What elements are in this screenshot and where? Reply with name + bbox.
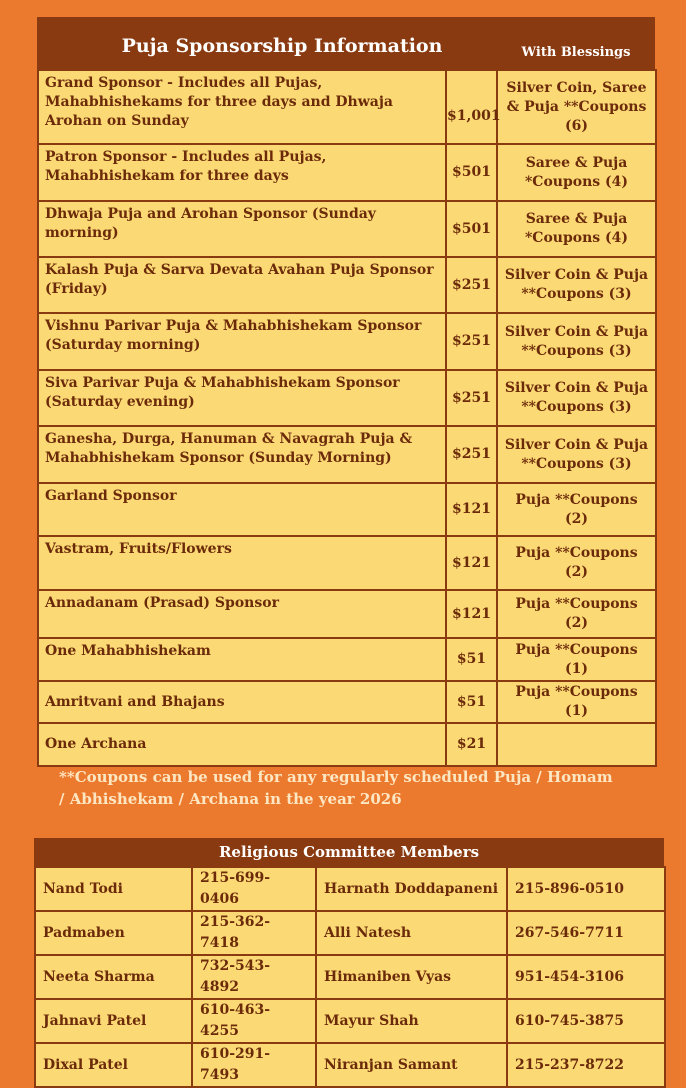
sponsor-price: $251: [446, 426, 497, 483]
sponsor-blessings: Puja **Coupons (1): [497, 681, 656, 723]
table-row: [38, 483, 656, 536]
sponsor-price: $251: [446, 370, 497, 426]
member-name: Neeta Sharma: [35, 955, 192, 999]
table-row: [35, 1043, 665, 1087]
member-phone: 267-546-7711: [507, 911, 665, 955]
member-name: Nand Todi: [35, 867, 192, 911]
member-phone: 215-362-7418: [192, 911, 316, 955]
table-row: [38, 144, 656, 201]
table-row: [38, 536, 656, 590]
sponsor-description: Kalash Puja & Sarva Devata Avahan Puja Sponsor (Friday): [38, 257, 446, 313]
sponsor-price: $51: [446, 681, 497, 723]
sponsor-description: Amritvani and Bhajans: [38, 681, 446, 723]
sponsor-description: One Archana: [38, 723, 446, 766]
member-phone: 951-454-3106: [507, 955, 665, 999]
table-row: [35, 999, 665, 1043]
committee-section: [34, 838, 664, 1088]
page-title: Puja Sponsorship Information: [121, 35, 443, 57]
member-name: Padmaben: [35, 911, 192, 955]
sponsor-description: One Mahabhishekam: [38, 638, 446, 681]
coupon-note: **Coupons can be used for any regularly scheduled Puja / Homam / Abhishekam / Archana in the year 2026: [59, 768, 613, 808]
sponsor-price: $251: [446, 313, 497, 370]
sponsorship-table: [37, 69, 657, 767]
member-phone: 610-291-7493: [192, 1043, 316, 1087]
member-phone: 610-463-4255: [192, 999, 316, 1043]
table-row: [38, 681, 656, 723]
sponsor-price: $121: [446, 483, 497, 536]
table-row: [38, 70, 656, 144]
committee-title: Religious Committee Members: [34, 838, 664, 866]
sponsor-blessings: Puja **Coupons (2): [497, 536, 656, 590]
table-row: [38, 590, 656, 638]
sponsor-blessings: [497, 723, 656, 766]
table-row: [35, 955, 665, 999]
sponsor-blessings: Silver Coin & Puja **Coupons (3): [497, 426, 656, 483]
sponsor-blessings: Saree & Puja *Coupons (4): [497, 144, 656, 201]
table-row: [38, 723, 656, 766]
blessings-heading: With Blessings: [521, 45, 631, 60]
sponsor-blessings: Puja **Coupons (1): [497, 638, 656, 681]
sponsor-description: Siva Parivar Puja & Mahabhishekam Sponsor (Saturday evening): [38, 370, 446, 426]
member-phone: 215-699-0406: [192, 867, 316, 911]
sponsor-price: $121: [446, 590, 497, 638]
sponsor-price: $1,001: [446, 70, 497, 144]
sponsor-description: Vishnu Parivar Puja & Mahabhishekam Sponsor (Saturday morning): [38, 313, 446, 370]
member-name: Niranjan Samant: [316, 1043, 507, 1087]
table-row: [35, 867, 665, 911]
sponsor-description: Dhwaja Puja and Arohan Sponsor (Sunday morning): [38, 201, 446, 257]
table-row: [38, 370, 656, 426]
sponsor-blessings: Puja **Coupons (2): [497, 483, 656, 536]
sponsor-description: Ganesha, Durga, Hanuman & Navagrah Puja & Mahabhishekam Sponsor (Sunday Morning): [38, 426, 446, 483]
sponsor-price: $121: [446, 536, 497, 590]
sponsor-blessings: Saree & Puja *Coupons (4): [497, 201, 656, 257]
table-row: [38, 426, 656, 483]
member-name: Jahnavi Patel: [35, 999, 192, 1043]
sponsor-description: Grand Sponsor - Includes all Pujas, Mahabhishekams for three days and Dhwaja Arohan on Sunday: [38, 70, 446, 144]
sponsor-price: $21: [446, 723, 497, 766]
sponsor-blessings: Silver Coin & Puja **Coupons (3): [497, 313, 656, 370]
sponsor-blessings: Silver Coin & Puja **Coupons (3): [497, 370, 656, 426]
member-phone: 215-896-0510: [507, 867, 665, 911]
sponsor-description: Patron Sponsor - Includes all Pujas, Mahabhishekam for three days: [38, 144, 446, 201]
sponsor-price: $251: [446, 257, 497, 313]
member-name: Mayur Shah: [316, 999, 507, 1043]
sponsor-description: Annadanam (Prasad) Sponsor: [38, 590, 446, 638]
sponsor-price: $501: [446, 201, 497, 257]
table-row: [38, 638, 656, 681]
sponsor-price: $51: [446, 638, 497, 681]
member-name: Harnath Doddapaneni: [316, 867, 507, 911]
sponsor-price: $501: [446, 144, 497, 201]
sponsor-blessings: Silver Coin & Puja **Coupons (3): [497, 257, 656, 313]
table-row: [38, 257, 656, 313]
member-name: Dixal Patel: [35, 1043, 192, 1087]
sponsorship-header: [37, 17, 655, 69]
table-row: [35, 911, 665, 955]
table-row: [38, 201, 656, 257]
committee-table: [34, 866, 666, 1088]
member-phone: 610-745-3875: [507, 999, 665, 1043]
member-name: Himaniben Vyas: [316, 955, 507, 999]
table-row: [38, 313, 656, 370]
sponsor-blessings: Silver Coin, Saree & Puja **Coupons (6): [497, 70, 656, 144]
member-phone: 732-543-4892: [192, 955, 316, 999]
member-name: Alli Natesh: [316, 911, 507, 955]
sponsor-description: Garland Sponsor: [38, 483, 446, 536]
member-phone: 215-237-8722: [507, 1043, 665, 1087]
sponsorship-sheet: [37, 17, 655, 767]
sponsor-blessings: Puja **Coupons (2): [497, 590, 656, 638]
sponsor-description: Vastram, Fruits/Flowers: [38, 536, 446, 590]
